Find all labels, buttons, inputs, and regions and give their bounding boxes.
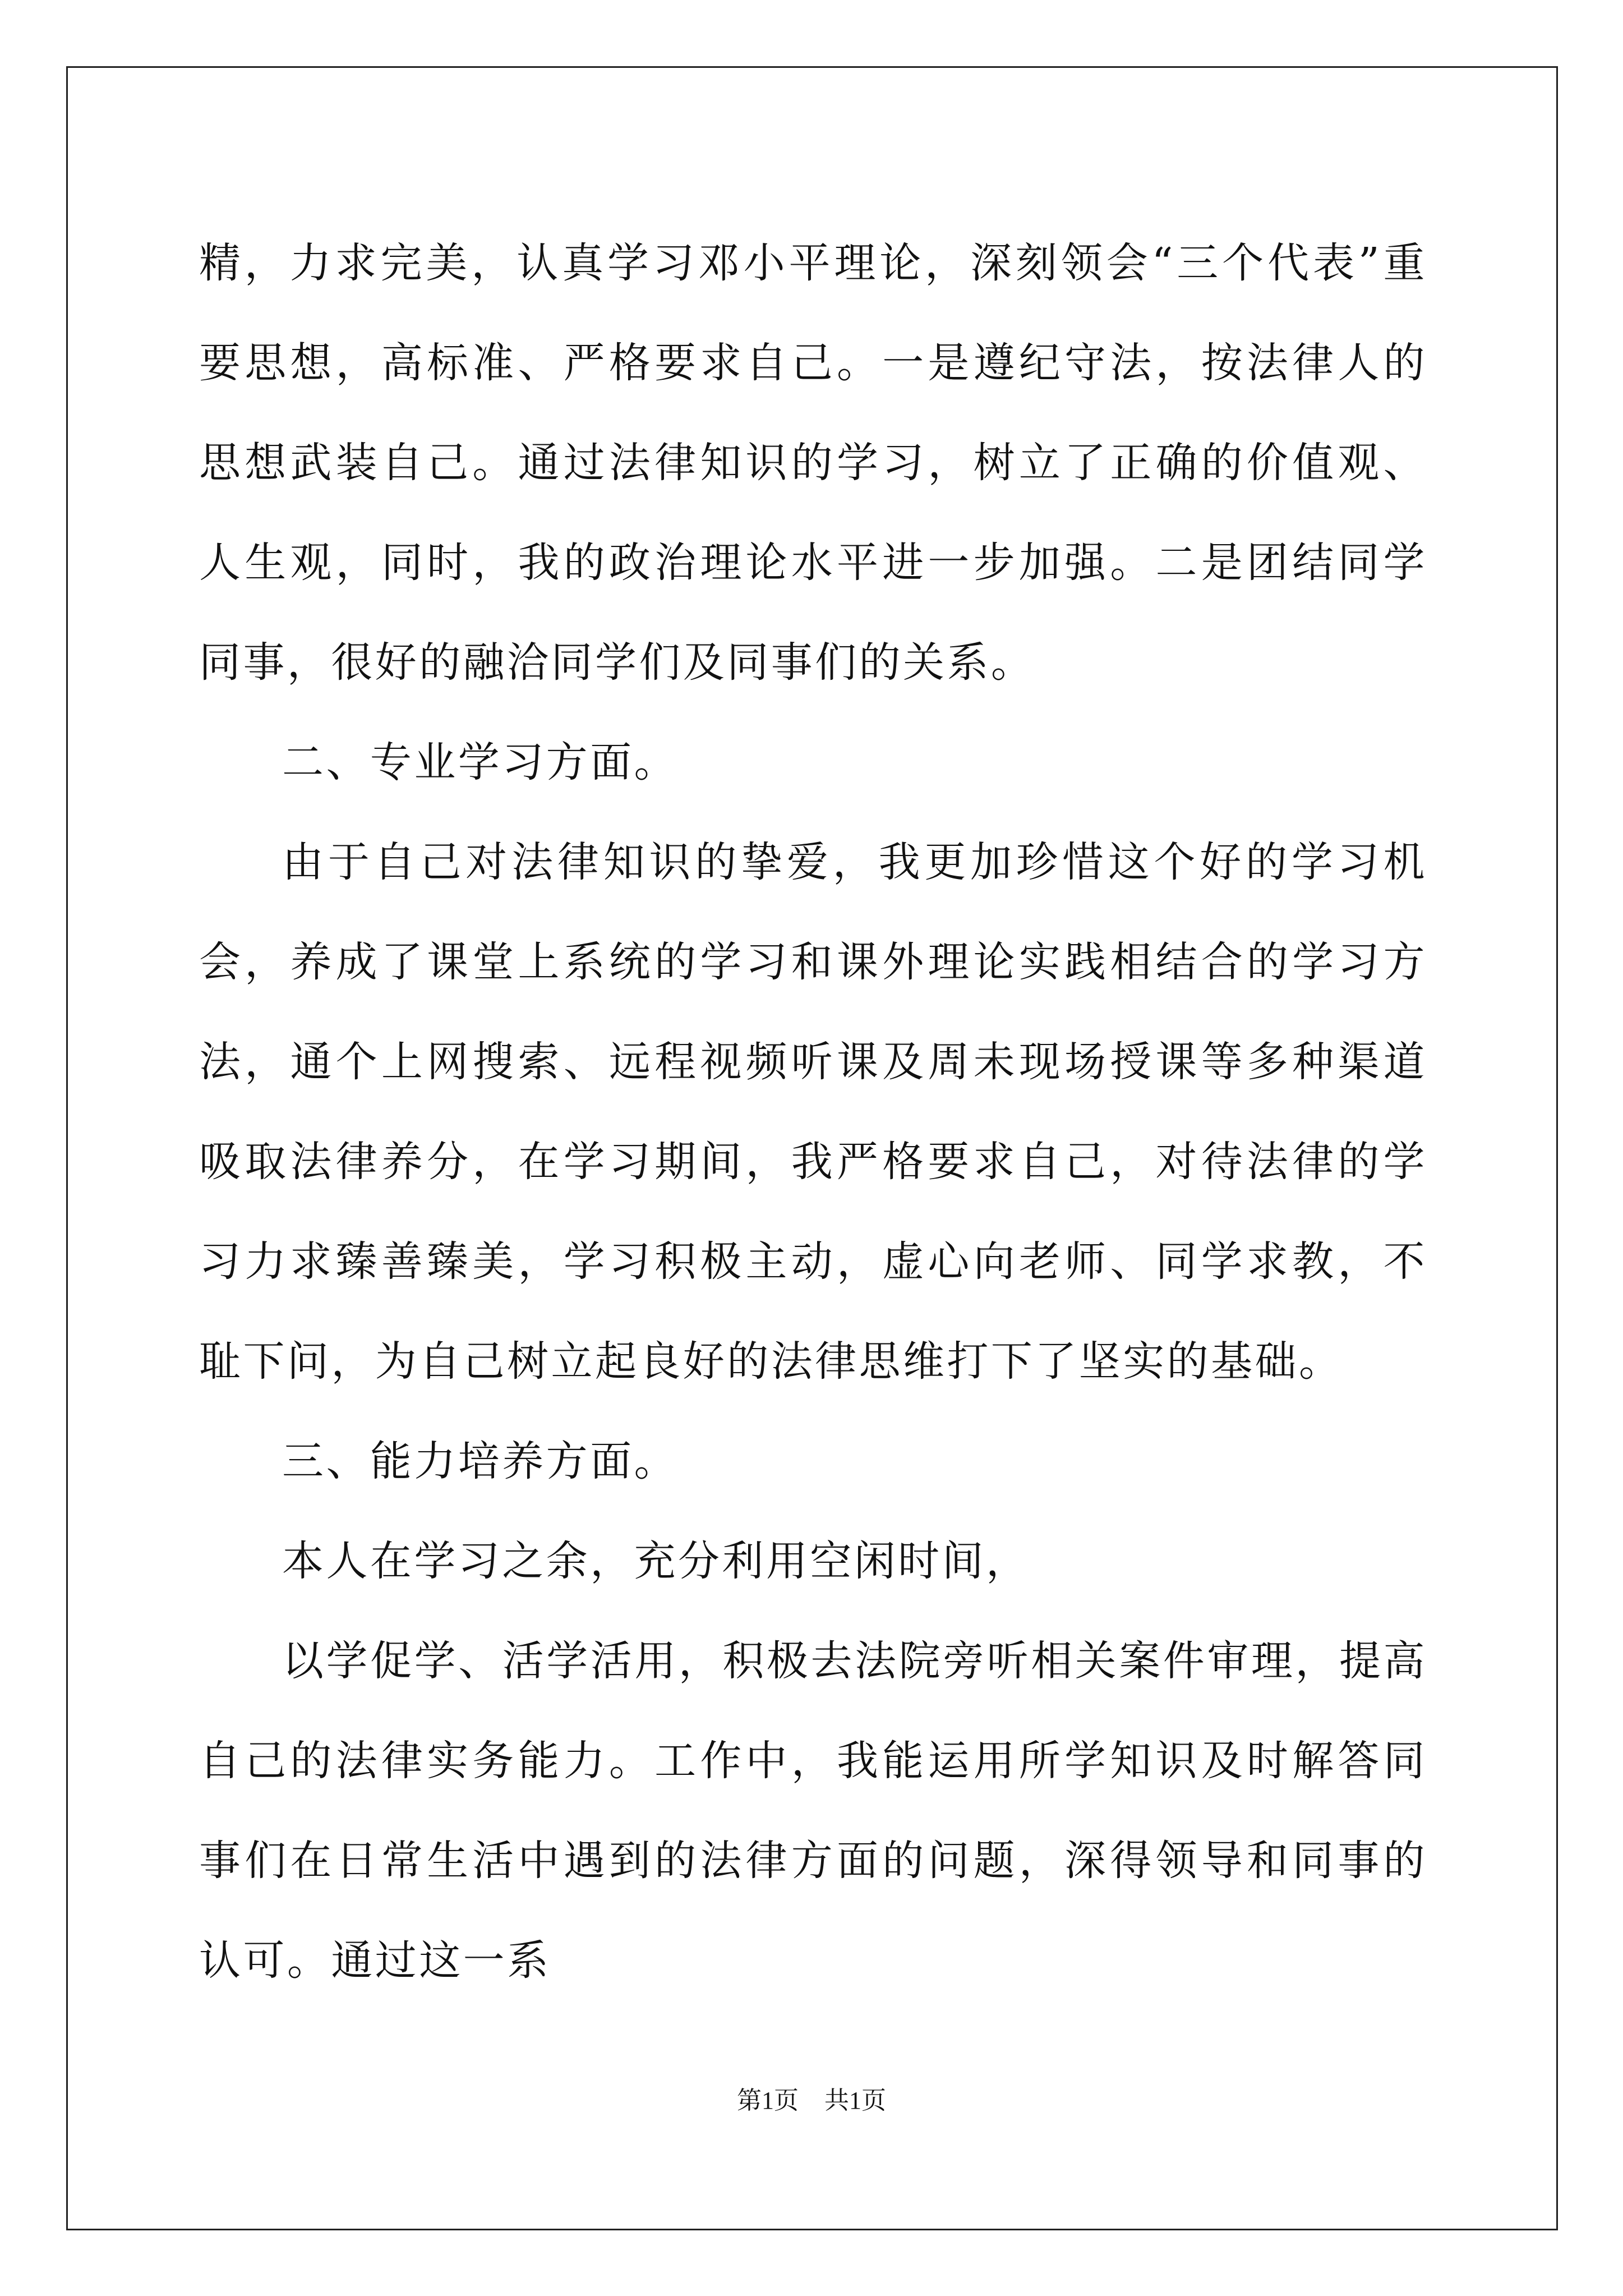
document-body bbox=[199, 213, 1427, 2010]
page-number: 第1页 bbox=[737, 2087, 799, 2114]
section-heading: 二、专业学习方面。 bbox=[282, 738, 678, 786]
page-total: 共1页 bbox=[824, 2087, 886, 2114]
paragraph: 由于自己对法律知识的挚爱，我更加珍惜这个好的学习机会，养成了课堂上系统的学习和课外理论实践相结合的学习方法，通个上网搜索、远程视频听课及周未现场授课等多种渠道吸取法律养分，在学习期间，我严格要求自己，对待法律的学习力求臻善臻美，学习积极主动，虚心向老师、同学求教，不耻下问，为自己树立起良好的法律思维打下了坚实的基础。 bbox=[199, 838, 1427, 1386]
paragraph: 精，力求完美，认真学习邓小平理论，深刻领会“三个代表”重要思想，高标准、严格要求自己。一是遵纪守法，按法律人的思想武装自己。通过法律知识的学习，树立了正确的价值观、人生观，同时，我的政治理论水平进一步加强。二是团结同学同事，很好的融洽同学们及同事们的关系。 bbox=[199, 239, 1427, 687]
paragraph: 本人在学习之余，充分利用空闲时间， bbox=[282, 1537, 1030, 1585]
section-heading: 三、能力培养方面。 bbox=[282, 1437, 678, 1485]
page-footer bbox=[0, 2084, 1623, 2118]
paragraph: 以学促学、活学活用，积极去法院旁听相关案件审理，提高自己的法律实务能力。工作中，我能运用所学知识及时解答同事们在日常生活中遇到的法律方面的问题，深得领导和同事的认可。通过这一系 bbox=[199, 1637, 1427, 1985]
